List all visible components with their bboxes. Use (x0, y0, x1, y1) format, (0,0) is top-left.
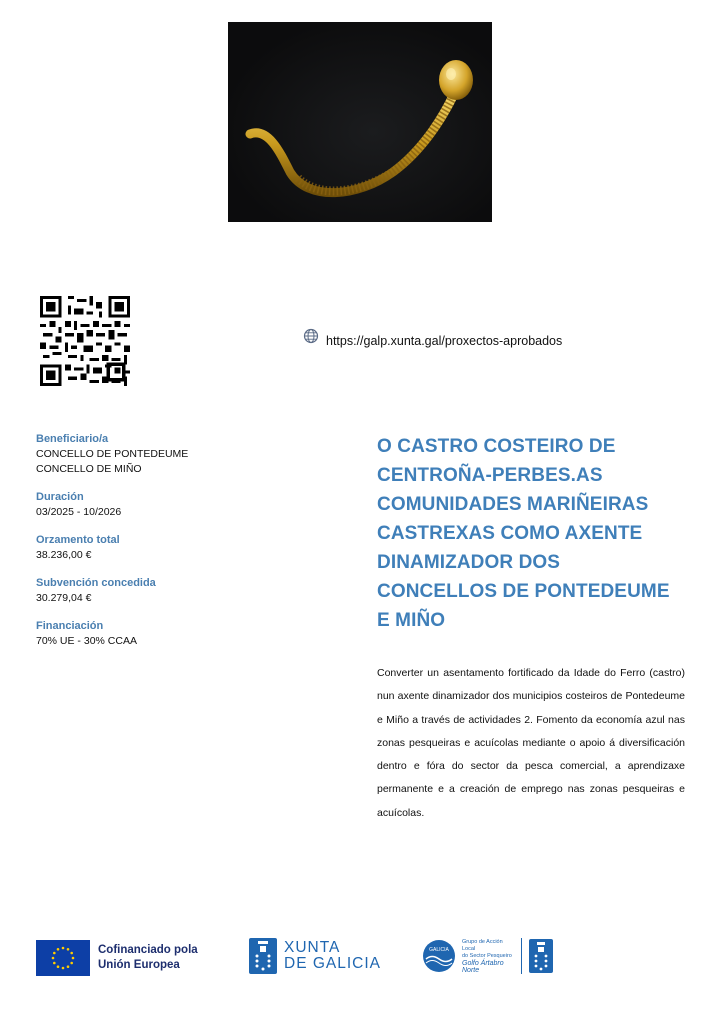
xunta-line: DE GALICIA (284, 955, 381, 972)
galp-golfo-artabro-norte-logo (422, 938, 553, 974)
title-line: DINAMIZADOR DOS (377, 552, 561, 573)
meta-label: Beneficiario/a (36, 433, 109, 445)
project-title (377, 432, 687, 635)
gold-torque-artifact-photo (228, 22, 492, 222)
logo-divider (521, 938, 522, 974)
meta-financing (36, 619, 296, 649)
eu-line: Unión Europea (98, 959, 180, 971)
globe-icon (303, 328, 319, 344)
meta-label: Orzamento total (36, 534, 120, 546)
meta-grant (36, 576, 296, 606)
meta-label: Duración (36, 491, 84, 503)
project-url-link[interactable]: https://galp.xunta.gal/proxectos-aprobados (326, 334, 563, 348)
meta-total-budget (36, 533, 296, 563)
meta-value: 70% UE - 30% CCAA (36, 635, 137, 647)
meta-label: Subvención concedida (36, 577, 156, 589)
qr-code[interactable] (40, 296, 130, 386)
galp-line: do Sector Pesqueiro (462, 952, 512, 959)
meta-value: CONCELLO DE PONTEDEUME (36, 448, 189, 460)
title-line: O CASTRO COSTEIRO DE (377, 436, 616, 457)
meta-beneficiary (36, 432, 296, 477)
title-line: CENTROÑA-PERBES.AS (377, 465, 603, 486)
galicia-shield-small-icon (529, 939, 553, 973)
title-line: COMUNIDADES MARIÑEIRAS (377, 494, 649, 515)
meta-label: Financiación (36, 620, 104, 632)
project-description: Converter un asentamento fortificado da Idade do Ferro (castro) nun axente dinamizador dos municipios costeiros de Pontedeume e Miño a través de actividades 2. Fomento da economía azul nas zonas pesqueiras e acuícolas mediante o apoio á diversificación dentro e fóra do sector da pesca comercial, a aprendizaxe permanente e a creación de emprego nas zonas pesqueiras e acuícolas. (377, 667, 685, 819)
galp-line: Grupo de Acción Local (462, 938, 503, 952)
project-url-row (303, 330, 562, 348)
galp-line: Golfo Ártabro Norte (462, 959, 504, 974)
eu-logo-text (98, 943, 198, 973)
galicia-badge-text: GALICIA (429, 947, 449, 953)
title-line: E MIÑO (377, 610, 446, 631)
meta-value: 38.236,00 € (36, 549, 92, 561)
xunta-line: XUNTA (284, 939, 341, 956)
footer-logos (0, 930, 720, 990)
galp-logo-text (462, 939, 514, 974)
galicia-shield-icon (249, 938, 277, 974)
meta-value: 03/2025 - 10/2026 (36, 506, 122, 518)
xunta-logo-text (284, 940, 381, 972)
eu-line: Cofinanciado pola (98, 944, 198, 956)
galicia-circle-badge-icon (422, 939, 456, 973)
eu-flag-icon (36, 940, 90, 976)
title-line: CONCELLOS DE PONTEDEUME (377, 581, 670, 602)
xunta-de-galicia-logo (249, 938, 381, 974)
title-line: CASTREXAS COMO AXENTE (377, 523, 643, 544)
meta-duration (36, 490, 296, 520)
meta-value: 30.279,04 € (36, 592, 92, 604)
project-metadata (36, 432, 296, 662)
eu-cofinancing-logo (36, 940, 198, 976)
meta-value: CONCELLO DE MIÑO (36, 463, 142, 475)
